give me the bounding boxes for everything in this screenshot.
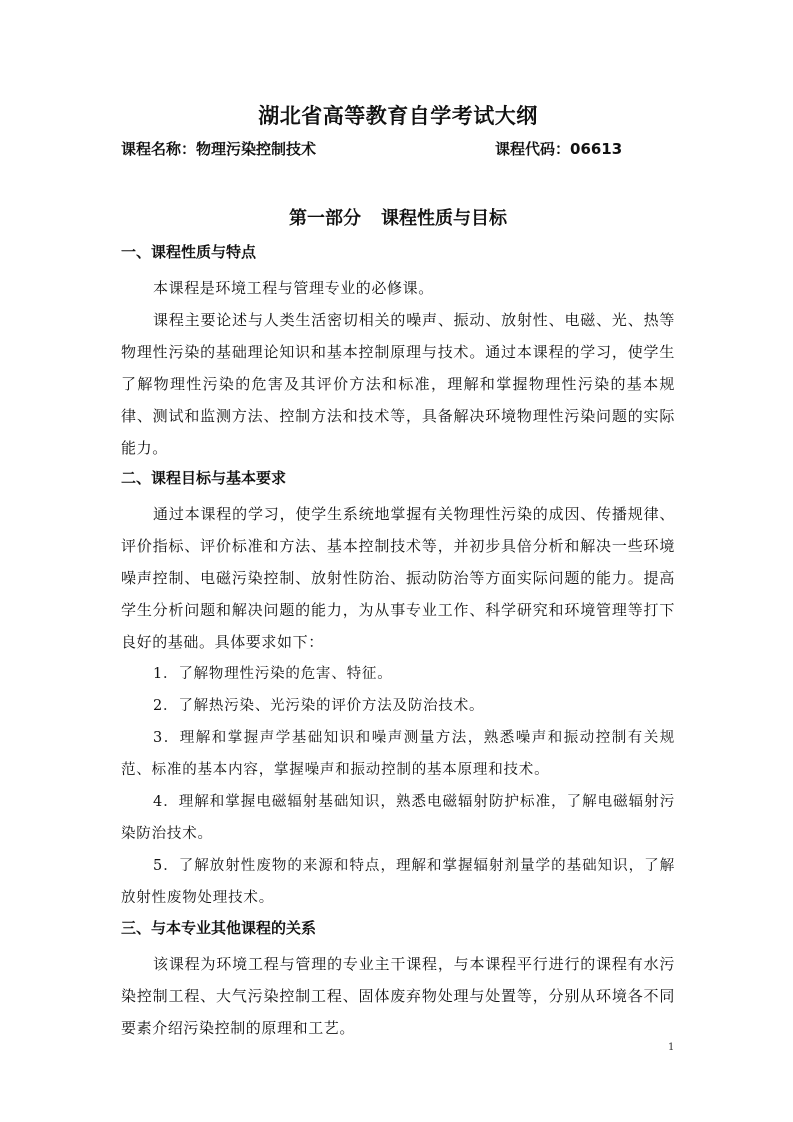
section-nature <box>121 240 675 464</box>
requirement-item: 2．了解热污染、光污染的评价方法及防治技术。 <box>153 698 485 714</box>
requirement-item: 5．了解放射性废物的来源和特点，理解和掌握辐射剂量学的基础知识，了解放射性废物处理技术。 <box>121 858 675 906</box>
requirement-item: 4．理解和掌握电磁辐射基础知识，熟悉电磁辐射防护标准，了解电磁辐射污染防治技术。 <box>121 794 675 842</box>
course-name: 课程名称：物理污染控制技术 <box>121 140 317 158</box>
paragraph: 通过本课程的学习，使学生系统地掌握有关物理性污染的成因、传播规律、评价指标、评价标准和方法、基本控制技术等，并初步具倍分析和解决一些环境噪声控制、电磁污染控制、放射性防治、振动防治等方面实际问题的能力。提高学生分析问题和解决问题的能力，为从事专业工作、科学研究和环境管理等打下良好的基础。具体要求如下： <box>121 505 675 651</box>
course-info-line <box>121 138 675 160</box>
paragraph: 该课程为环境工程与管理的专业主干课程，与本课程平行进行的课程有水污染控制工程、大气污染控制工程、固体废弃物处理与处置等，分别从环境各不同要素介绍污染控制的原理和工艺。 <box>121 955 675 1037</box>
paragraph: 本课程是环境工程与管理专业的必修课。 <box>153 279 434 297</box>
paragraph: 课程主要论述与人类生活密切相关的噪声、振动、放射性、电磁、光、热等物理性污染的基础理论知识和基本控制原理与技术。通过本课程的学习，使学生了解物理性污染的危害及其评价方法和标准，理解和掌握物理性污染的基本规律、测试和监测方法、控制方法和技术等，具备解决环境物理性污染问题的实际能力。 <box>121 311 675 457</box>
section-heading: 二、课程目标与基本要求 <box>121 469 287 487</box>
part-name: 课程性质与目标 <box>381 208 507 229</box>
requirement-item: 1．了解物理性污染的危害、特征。 <box>153 666 393 682</box>
document-title: 湖北省高等教育自学考试大纲 <box>258 104 538 128</box>
document-body <box>121 240 675 1044</box>
section-objectives <box>121 466 675 914</box>
requirement-item: 3．理解和掌握声学基础知识和噪声测量方法，熟悉噪声和振动控制有关规范、标准的基本内容，掌握噪声和振动控制的基本原理和技术。 <box>121 730 675 778</box>
page-number: 1 <box>668 1042 675 1053</box>
section-heading: 三、与本专业其他课程的关系 <box>121 919 317 937</box>
section-relations <box>121 916 675 1044</box>
section-heading: 一、课程性质与特点 <box>121 243 257 261</box>
course-code: 课程代码：06613 <box>495 140 623 158</box>
part-title <box>121 206 675 232</box>
part-number: 第一部分 <box>289 208 361 229</box>
